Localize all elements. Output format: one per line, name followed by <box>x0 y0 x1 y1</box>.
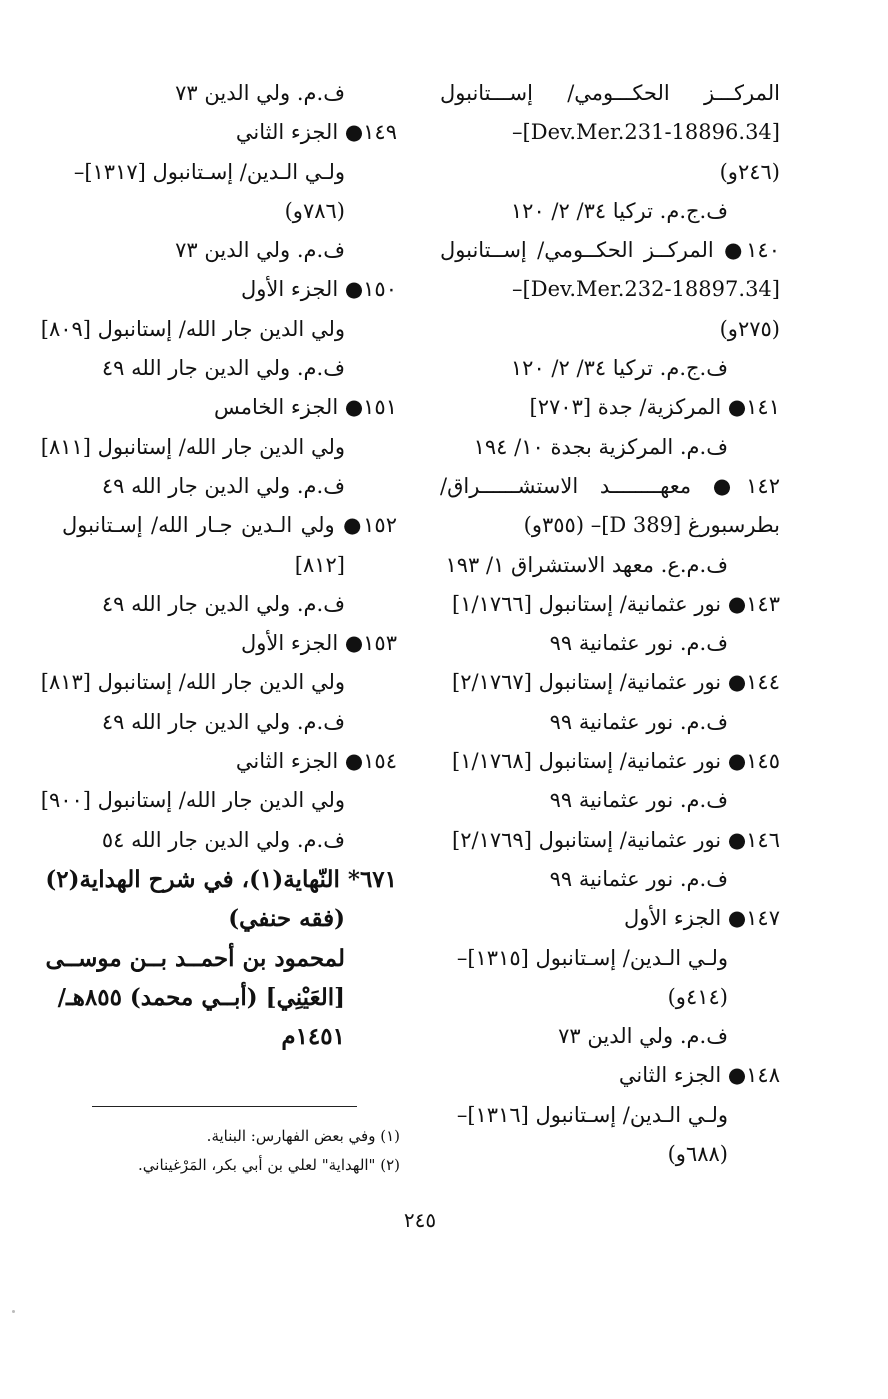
right-column-line: ف.م. نور عثمانية ٩٩ <box>549 788 728 813</box>
right-column-line: ف.م. ولي الدين ٧٣ <box>558 1024 728 1049</box>
left-column-line: ولي الدين جار الله/ إستانبول [٩٠٠] <box>40 788 345 813</box>
right-column-line: ف.م.ع. معهد الاستشراق ١/ ١٩٣ <box>445 552 728 577</box>
right-column-line: ١٤٢● معهــــــــد الاستشــــــراق/ <box>440 473 780 498</box>
left-column-line: ١٥٠● الجزء الأول <box>241 277 397 302</box>
right-column-line: ١٤٠● المركــز الحكــومي/ إســتانبول <box>440 238 780 263</box>
right-column-line: (٦٨٨و) <box>667 1142 728 1167</box>
left-column-line: ف.م. ولي الدين ٧٣ <box>175 238 345 263</box>
right-column-line: ف.م. نور عثمانية ٩٩ <box>549 866 728 891</box>
right-column-line: (٢٤٦و) <box>719 159 780 184</box>
right-column-line: ولـي الـدين/ إسـتانبول [١٣١٥]– <box>456 945 728 970</box>
left-column-line: ولي الدين جار الله/ إستانبول [٨٠٩] <box>40 316 345 341</box>
left-column-line: ف.م. ولي الدين ٧٣ <box>175 81 345 105</box>
left-column-line: (٧٨٦و) <box>284 198 345 223</box>
right-column <box>440 74 780 1174</box>
right-column-line: ١٤٦● نور عثمانية/ إستانبول [٢/١٧٦٩] <box>452 827 780 852</box>
right-column-line: [34.Dev.Mer.232-18897]– <box>512 277 780 302</box>
left-column-line: ١٥٢● ولي الـدين جـار الله/ إسـتانبول <box>62 513 397 538</box>
left-column <box>40 74 397 1056</box>
right-column-line: ١٤٤● نور عثمانية/ إستانبول [٢/١٧٦٧] <box>452 670 780 695</box>
footnote-divider <box>92 1106 357 1107</box>
right-column-line: ف.ج.م. تركيا ٣٤/ ٢/ ١٢٠ <box>510 356 728 381</box>
right-column-line: ف.م. نور عثمانية ٩٩ <box>549 631 728 656</box>
right-column-line: ولـي الـدين/ إسـتانبول [١٣١٦]– <box>456 1102 728 1127</box>
right-column-line: ١٤٧● الجزء الأول <box>624 906 780 931</box>
left-column-line: ١٥٣● الجزء الأول <box>241 631 397 656</box>
right-column-line: ف.م. المركزية بجدة ١٠/ ١٩٤ <box>473 434 728 459</box>
right-column-line: ١٤١● المركزية/ جدة [٢٧٠٣] <box>529 395 780 420</box>
right-column-line: [34.Dev.Mer.231-18896]– <box>512 120 780 145</box>
footnote-1: (١) وفي بعض الفهارس: البناية. <box>206 1127 400 1145</box>
left-column-line: ف.م. ولي الدين جار الله ٤٩ <box>101 591 345 616</box>
right-column-line: (٤١٤و) <box>667 984 728 1009</box>
left-column-line: ١٤٩● الجزء الثاني <box>235 120 397 145</box>
left-column-line: ولي الدين جار الله/ إستانبول [٨١٣] <box>40 670 345 695</box>
right-column-line: المركـــز الحكـــومي/ إســـتانبول <box>440 81 780 105</box>
left-column-line: ١٥١● الجزء الخامس <box>214 395 397 420</box>
scan-speck <box>12 1310 15 1313</box>
right-column-line: ١٤٥● نور عثمانية/ إستانبول [١/١٧٦٨] <box>452 749 780 774</box>
left-column-line: [العَيْنِي] (أبــي محمد) ٨٥٥هـ/ <box>57 983 345 1011</box>
left-column-line: (فقه حنفي) <box>228 905 345 933</box>
footnotes <box>100 1122 400 1180</box>
right-column-line: ١٤٨● الجزء الثاني <box>618 1063 780 1088</box>
right-column-line: ف.م. نور عثمانية ٩٩ <box>549 709 728 734</box>
footnote-2: (٢) "الهداية" لعلي بن أبي بكر، المَرْغيناني. <box>138 1156 400 1174</box>
left-column-line: ١٥٤● الجزء الثاني <box>235 749 397 774</box>
left-column-line: ١٤٥١م <box>281 1023 345 1051</box>
left-column-line: لمحمود بن أحمــد بــن موســى <box>45 944 345 972</box>
left-column-line: ف.م. ولي الدين جار الله ٤٩ <box>101 356 345 381</box>
right-column-line: بطرسبورغ [D 389]– (٣٥٥و) <box>523 513 780 538</box>
right-column-line: (٢٧٥و) <box>719 316 780 341</box>
left-column-line: ٦٧١* النّهاية(١)، في شرح الهداية(٢) <box>45 865 397 893</box>
left-column-line: [٨١٢] <box>294 552 345 577</box>
right-column-line: ١٤٣● نور عثمانية/ إستانبول [١/١٧٦٦] <box>452 591 780 616</box>
page-number: ٢٤٥ <box>403 1208 437 1232</box>
left-column-line: ف.م. ولي الدين جار الله ٤٩ <box>101 473 345 498</box>
left-column-line: ف.م. ولي الدين جار الله ٤٩ <box>101 709 345 734</box>
left-column-line: ف.م. ولي الدين جار الله ٥٤ <box>101 827 345 852</box>
left-column-line: ولـي الـدين/ إسـتانبول [١٣١٧]– <box>73 159 345 184</box>
left-column-line: ولي الدين جار الله/ إستانبول [٨١١] <box>40 434 345 459</box>
right-column-line: ف.ج.م. تركيا ٣٤/ ٢/ ١٢٠ <box>510 198 728 223</box>
